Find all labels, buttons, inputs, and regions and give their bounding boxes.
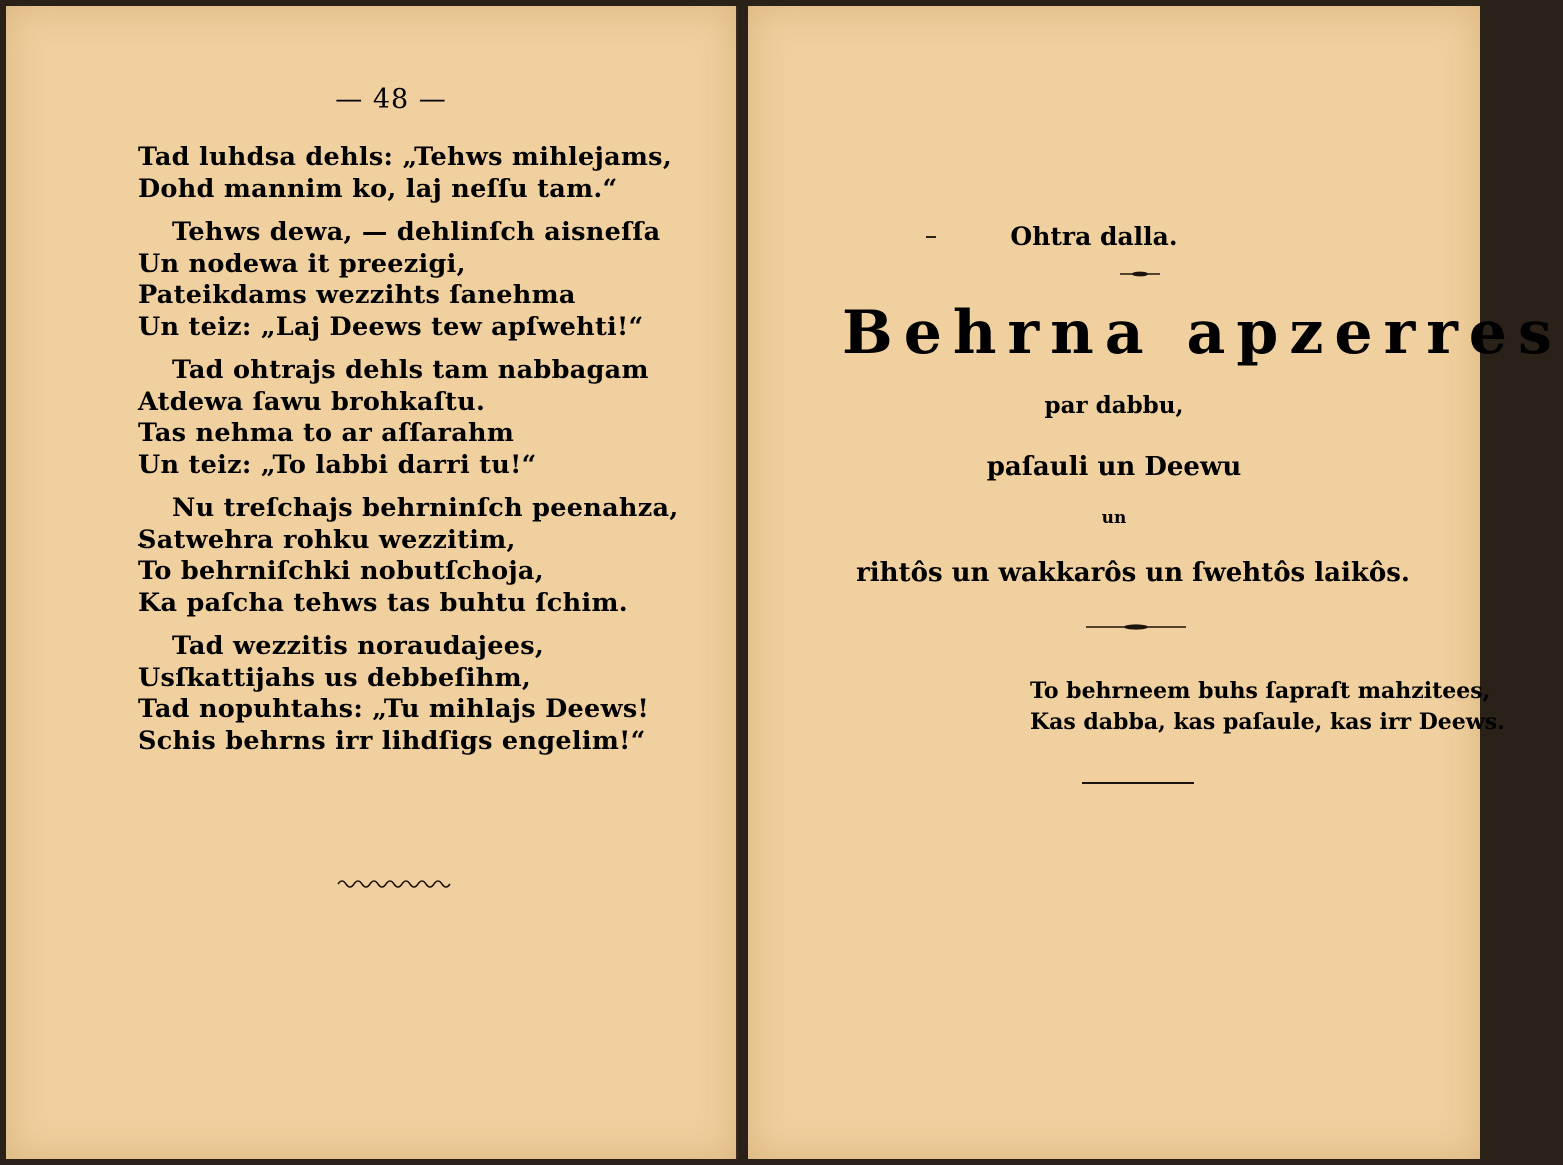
stanza: [138, 355, 658, 481]
wave-ornament: [336, 876, 456, 890]
subtitle-line: un: [1101, 508, 1127, 528]
chapter-title: Behrna apzerres: [842, 298, 1563, 368]
poem-line: Un nodewa it preezigi,: [138, 248, 466, 279]
poem-line: Usſkattijahs us debbeſihm,: [138, 662, 532, 693]
stanza: [138, 142, 673, 205]
poem-line: Satwehra rohku wezzitim,: [138, 524, 516, 555]
epigraph-line: To behrneem buhs ſapraſt mahzitees,: [1030, 678, 1491, 704]
poem-line: Tad luhdsa dehls: „Tehws mihlejams,: [138, 142, 673, 172]
poem-line: Tas nehma to ar aſſarahm: [138, 418, 515, 448]
poem-line: To behrniſchki nobutſchoja,: [138, 556, 544, 586]
poem-line: Pateikdams wezzihts ſanehma: [138, 280, 576, 310]
page-number: — 48 —: [335, 84, 447, 115]
poem: [138, 142, 679, 769]
poem-line: Atdewa ſawu brohkaſtu.: [138, 386, 486, 417]
poem-line: Dohd mannim ko, laj neſſu tam.“: [138, 173, 618, 204]
page-gutter: [738, 0, 748, 1165]
poem-line: Un teiz: „Laj Deews tew apſwehti!“: [138, 311, 644, 342]
end-rule: [1082, 782, 1194, 784]
poem-line: Tehws dewa, — dehlinſch aisneſſa: [172, 217, 661, 247]
subtitle-line: rihtôs un wakkarôs un ſwehtôs laikôs.: [856, 558, 1410, 588]
poem-line: Tad wezzitis noraudajees,: [172, 631, 545, 661]
epigraph: [1030, 676, 1505, 738]
stanza: [138, 631, 658, 757]
poem-line: Schis behrns irr lihdſigs engelim!“: [138, 725, 646, 756]
poem-line: Ka paſcha tehws tas buhtu ſchim.: [138, 587, 628, 618]
stanza: [138, 493, 679, 619]
epigraph-line: Kas dabba, kas paſaule, kas irr Deews.: [1030, 709, 1505, 735]
poem-line: Tad ohtrajs dehls tam nabbagam: [172, 355, 649, 385]
poem-line: Un teiz: „To labbi darri tu!“: [138, 449, 537, 480]
dash-ornament: [1118, 270, 1162, 278]
section-label: Ohtra dalla.: [1010, 222, 1178, 251]
poem-line: Nu treſchajs behrninſch peenahza,: [172, 493, 679, 523]
rule-ornament: [1086, 622, 1186, 632]
stanza: [138, 217, 661, 343]
subtitle-line: par dabbu,: [1044, 392, 1184, 419]
subtitle-line: paſauli un Deewu: [986, 452, 1242, 482]
poem-line: Tad nopuhtahs: „Tu mihlajs Deews!: [138, 694, 649, 724]
